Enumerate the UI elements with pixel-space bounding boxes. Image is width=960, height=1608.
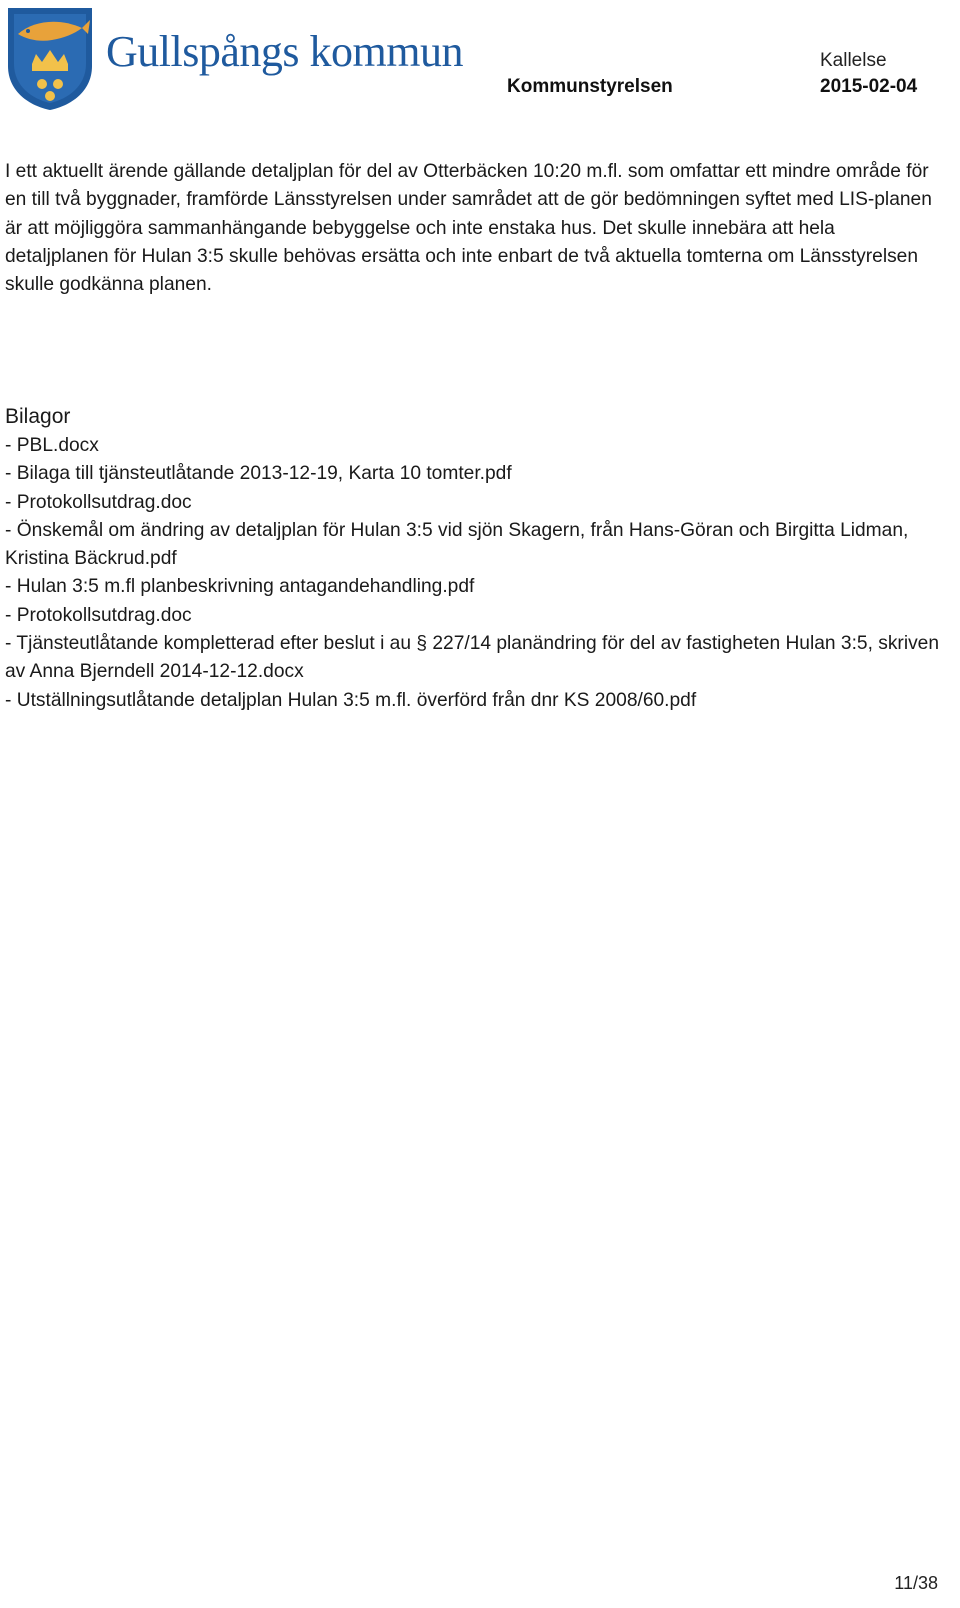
attachments-list: [5, 432, 940, 715]
municipality-name: Gullspångs kommun: [106, 27, 463, 76]
attachment-item: - PBL.docx: [5, 435, 99, 456]
committee-name: Kommunstyrelsen: [507, 76, 673, 97]
document-type: Kallelse: [820, 50, 887, 71]
attachment-item: - Bilaga till tjänsteutlåtande 2013-12-19, Karta 10 tomter.pdf: [5, 463, 512, 485]
document-header: [0, 0, 960, 120]
meeting-date: 2015-02-04: [820, 76, 918, 97]
attachment-item: - Önskemål om ändring av detaljplan för Hulan 3:5 vid sjön Skagern, från Hans-Göran och Birgitta Lidman, Kristina Bäckrud.pdf: [5, 519, 909, 570]
attachments-section: [5, 402, 940, 715]
attachment-item: - Utställningsutlåtande detaljplan Hulan 3:5 m.fl. överförd från dnr KS 2008/60.pdf: [5, 689, 697, 711]
attachment-item: - Protokollsutdrag.doc: [5, 491, 192, 513]
page-number: 11/38: [894, 1573, 938, 1593]
attachments-heading: Bilagor: [5, 405, 71, 428]
attachment-item: - Tjänsteutlåtande kompletterad efter beslut i au § 227/14 planändring för del av fastigheten Hulan 3:5, skriven av Anna Bjerndell 2014-12-12.docx: [5, 633, 940, 683]
body-paragraph: I ett aktuellt ärende gällande detaljplan för del av Otterbäcken 10:20 m.fl. som omfattar ett mindre område för en till två byggnader, framförde Länsstyrelsen under samrådet att de gör bedömningen syftet med LIS-planen är att möjliggöra sammanhängande bebyggelse och inte enstaka hus. Det skulle innebära att hela detaljplanen för Hulan 3:5 skulle behövas ersätta och inte enbart de två aktuella tomterna om Länsstyrelsen skulle godkänna planen.: [5, 161, 932, 296]
coat-of-arms-icon: [4, 4, 96, 112]
attachment-item: - Protokollsutdrag.doc: [5, 604, 192, 626]
attachment-item: - Hulan 3:5 m.fl planbeskrivning antagandehandling.pdf: [5, 576, 475, 598]
